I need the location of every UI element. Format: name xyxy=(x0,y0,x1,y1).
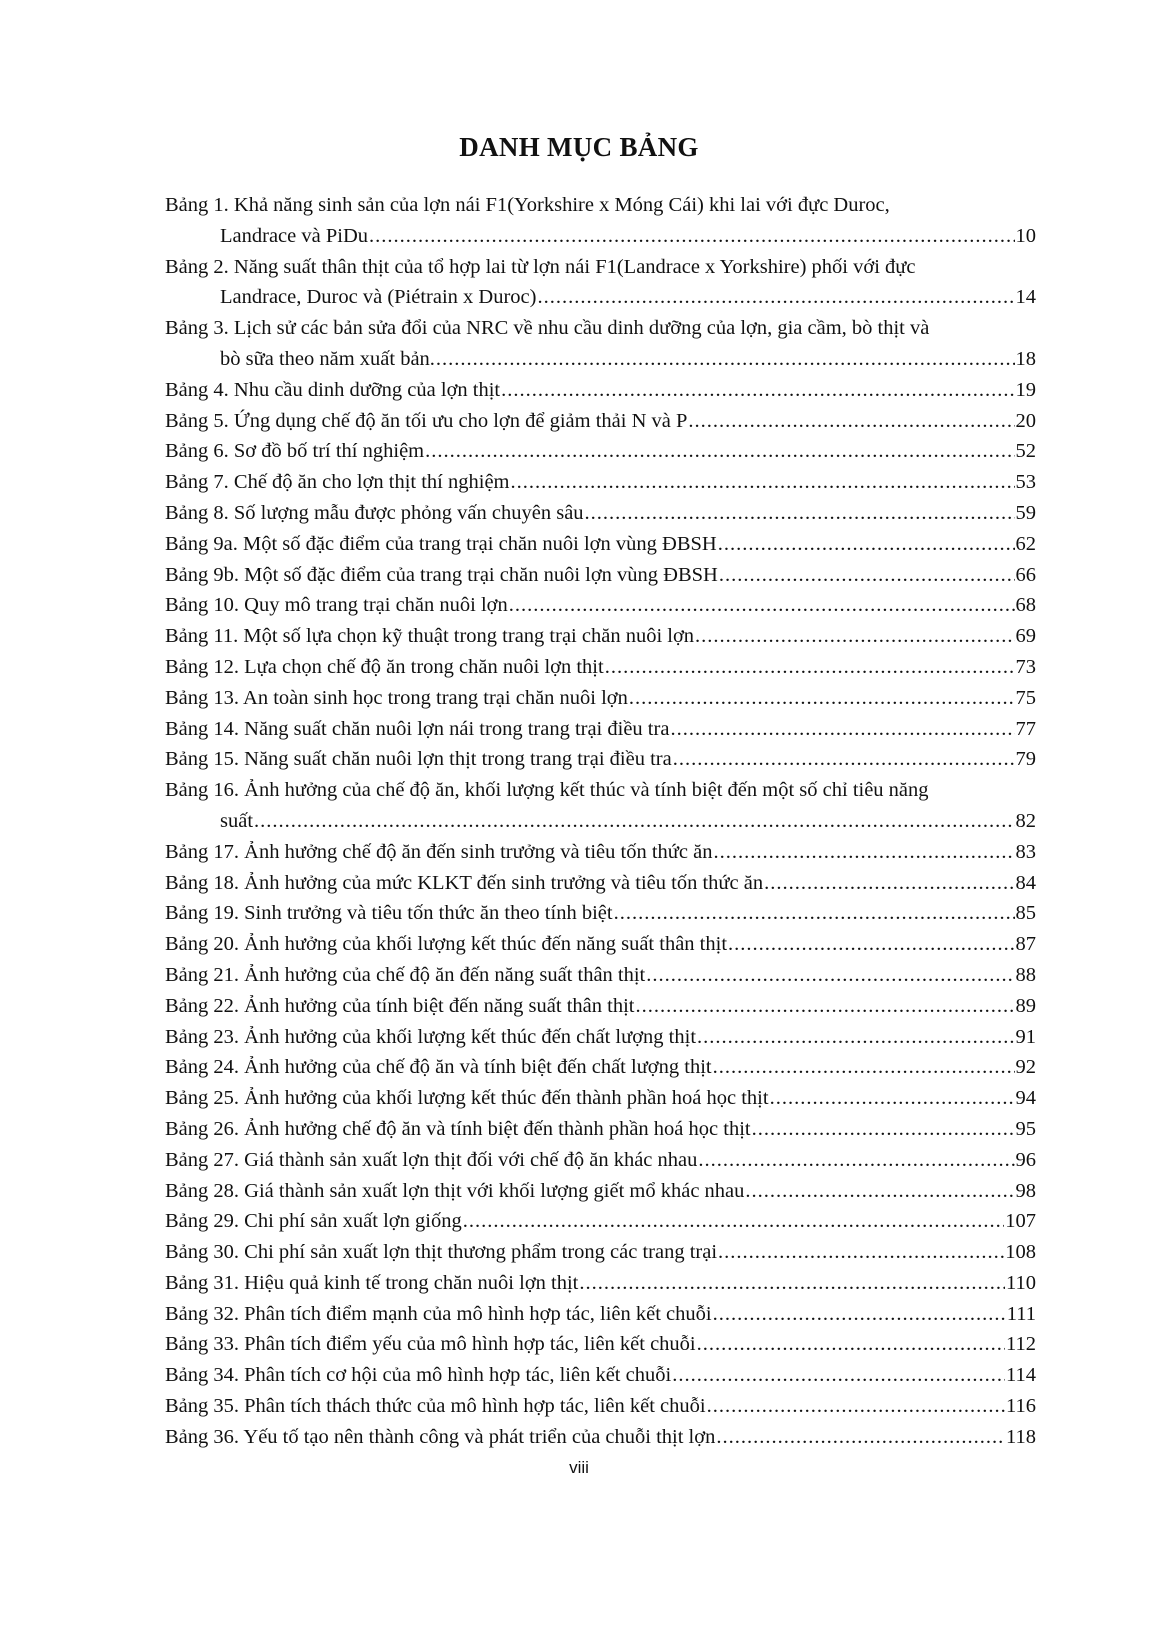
entry-title: Bảng 18. Ảnh hưởng của mức KLKT đến sinh trưởng và tiêu tốn thức ăn xyxy=(165,871,764,894)
dot-leader xyxy=(713,837,1014,868)
entry-page-number: 20 xyxy=(1015,409,1036,432)
entry-title: Bảng 34. Phân tích cơ hội của mô hình hợp tác, liên kết chuỗi xyxy=(165,1364,672,1387)
entry-page-number: 69 xyxy=(1015,625,1036,648)
entry-title: Bảng 33. Phân tích điểm yếu của mô hình hợp tác, liên kết chuỗi xyxy=(165,1333,696,1356)
entry-page-number: 88 xyxy=(1015,963,1036,986)
entry-title: Bảng 9b. Một số đặc điểm của trang trại chăn nuôi lợn vùng ĐBSH xyxy=(165,563,718,586)
dot-leader xyxy=(635,991,1014,1022)
dot-leader xyxy=(718,529,1015,560)
entry-title: Bảng 13. An toàn sinh học trong trang trại chăn nuôi lợn xyxy=(165,686,628,709)
dot-leader xyxy=(707,1391,1005,1422)
dot-leader xyxy=(764,868,1014,899)
toc-entry[interactable] xyxy=(165,1268,1036,1299)
dot-leader xyxy=(436,344,1015,375)
entry-title: Bảng 16. Ảnh hưởng của chế độ ăn, khối lượng kết thúc và tính biệt đến một số chỉ tiêu năng xyxy=(165,779,929,802)
dot-leader xyxy=(716,1422,1005,1453)
dot-leader xyxy=(728,929,1014,960)
toc-entry[interactable] xyxy=(165,498,1036,529)
entry-title: Bảng 12. Lựa chọn chế độ ăn trong chăn nuôi lợn thịt xyxy=(165,655,604,678)
entry-page-number: 112 xyxy=(1006,1333,1036,1356)
entry-page-number: 116 xyxy=(1006,1395,1036,1418)
dot-leader xyxy=(673,744,1015,775)
entry-page-number: 114 xyxy=(1006,1364,1036,1387)
dot-leader xyxy=(579,1268,1005,1299)
page-title: DANH MỤC BẢNG xyxy=(459,132,699,162)
toc-entry[interactable] xyxy=(165,467,1036,498)
dot-leader xyxy=(614,898,1015,929)
dot-leader xyxy=(718,1237,1004,1268)
toc-entry[interactable] xyxy=(165,252,1036,314)
toc-entry[interactable] xyxy=(165,868,1036,899)
entry-page-number: 110 xyxy=(1006,1271,1036,1294)
dot-leader xyxy=(698,1145,1014,1176)
entry-page-number: 96 xyxy=(1015,1148,1036,1171)
entry-title-continued: Landrace, Duroc và (Piétrain x Duroc) xyxy=(220,286,537,309)
entry-page-number: 19 xyxy=(1015,378,1036,401)
table-list xyxy=(165,190,1036,1453)
entry-page-number: 91 xyxy=(1015,1025,1036,1048)
toc-entry[interactable] xyxy=(165,775,1036,837)
entry-title: Bảng 19. Sinh trưởng và tiêu tốn thức ăn theo tính biệt xyxy=(165,902,613,925)
entry-page-number: 94 xyxy=(1015,1087,1036,1110)
entry-title: Bảng 3. Lịch sử các bản sửa đổi của NRC về nhu cầu dinh dưỡng của lợn, gia cầm, bò thịt và xyxy=(165,317,930,340)
dot-leader xyxy=(537,282,1014,313)
dot-leader xyxy=(670,714,1014,745)
entry-title: Bảng 14. Năng suất chăn nuôi lợn nái trong trang trại điều tra xyxy=(165,717,670,740)
toc-entry[interactable] xyxy=(165,1360,1036,1391)
dot-leader xyxy=(629,683,1015,714)
entry-title: Bảng 9a. Một số đặc điểm của trang trại chăn nuôi lợn vùng ĐBSH xyxy=(165,532,717,555)
dot-leader xyxy=(688,406,1014,437)
toc-entry[interactable] xyxy=(165,744,1036,775)
entry-page-number: 85 xyxy=(1015,902,1036,925)
toc-entry[interactable] xyxy=(165,590,1036,621)
dot-leader xyxy=(719,560,1015,591)
toc-entry[interactable] xyxy=(165,991,1036,1022)
entry-title: Bảng 21. Ảnh hưởng của chế độ ăn đến năng suất thân thịt xyxy=(165,963,646,986)
dot-leader xyxy=(745,1176,1014,1207)
entry-title: Bảng 26. Ảnh hưởng chế độ ăn và tính biệt đến thành phần hoá học thịt xyxy=(165,1117,751,1140)
toc-entry[interactable] xyxy=(165,1329,1036,1360)
entry-page-number: 68 xyxy=(1015,594,1036,617)
entry-page-number: 95 xyxy=(1015,1117,1036,1140)
entry-page-number: 53 xyxy=(1015,471,1036,494)
toc-entry[interactable] xyxy=(165,190,1036,252)
toc-entry[interactable] xyxy=(165,375,1036,406)
entry-title-continued: bò sữa theo năm xuất bản. xyxy=(220,347,435,370)
entry-title: Bảng 32. Phân tích điểm mạnh của mô hình hợp tác, liên kết chuỗi xyxy=(165,1302,712,1325)
toc-entry[interactable] xyxy=(165,621,1036,652)
entry-page-number: 111 xyxy=(1006,1302,1036,1325)
entry-page-number: 77 xyxy=(1015,717,1036,740)
dot-leader xyxy=(425,436,1014,467)
entry-title: Bảng 27. Giá thành sản xuất lợn thịt đối với chế độ ăn khác nhau xyxy=(165,1148,698,1171)
entry-title: Bảng 23. Ảnh hưởng của khối lượng kết thúc đến chất lượng thịt xyxy=(165,1025,697,1048)
toc-entry[interactable] xyxy=(165,436,1036,467)
dot-leader xyxy=(646,960,1014,991)
entry-title: Bảng 5. Ứng dụng chế độ ăn tối ưu cho lợn để giảm thải N và P xyxy=(165,409,688,432)
dot-leader xyxy=(254,806,1014,837)
entry-title: Bảng 22. Ảnh hưởng của tính biệt đến năng suất thân thịt xyxy=(165,994,635,1017)
entry-page-number: 10 xyxy=(1015,224,1036,247)
toc-entry[interactable] xyxy=(165,1022,1036,1053)
entry-page-number: 73 xyxy=(1015,655,1036,678)
toc-entry[interactable] xyxy=(165,837,1036,868)
dot-leader xyxy=(509,590,1015,621)
dot-leader xyxy=(697,1022,1014,1053)
page-number: viii xyxy=(569,1458,589,1477)
toc-entry[interactable] xyxy=(165,929,1036,960)
entry-title: Bảng 31. Hiệu quả kinh tế trong chăn nuôi lợn thịt xyxy=(165,1271,579,1294)
entry-page-number: 52 xyxy=(1015,440,1036,463)
entry-title: Bảng 24. Ảnh hưởng của chế độ ăn và tính biệt đến chất lượng thịt xyxy=(165,1056,712,1079)
entry-page-number: 82 xyxy=(1015,809,1036,832)
entry-title: Bảng 20. Ảnh hưởng của khối lượng kết thúc đến năng suất thân thịt xyxy=(165,933,728,956)
toc-entry[interactable] xyxy=(165,1391,1036,1422)
entry-page-number: 75 xyxy=(1015,686,1036,709)
dot-leader xyxy=(585,498,1015,529)
toc-entry[interactable] xyxy=(165,1237,1036,1268)
toc-entry[interactable] xyxy=(165,683,1036,714)
entry-title: Bảng 15. Năng suất chăn nuôi lợn thịt trong trang trại điều tra xyxy=(165,748,672,771)
entry-title: Bảng 10. Quy mô trang trại chăn nuôi lợn xyxy=(165,594,508,617)
entry-title: Bảng 17. Ảnh hưởng chế độ ăn đến sinh trưởng và tiêu tốn thức ăn xyxy=(165,840,713,863)
entry-page-number: 79 xyxy=(1015,748,1036,771)
dot-leader xyxy=(695,621,1014,652)
entry-title-continued: suất xyxy=(220,809,254,832)
toc-entry[interactable] xyxy=(165,1114,1036,1145)
entry-title: Bảng 11. Một số lựa chọn kỹ thuật trong trang trại chăn nuôi lợn xyxy=(165,625,695,648)
toc-entry[interactable] xyxy=(165,1176,1036,1207)
toc-entry[interactable] xyxy=(165,529,1036,560)
entry-page-number: 98 xyxy=(1015,1179,1036,1202)
toc-entry[interactable] xyxy=(165,1145,1036,1176)
entry-title: Bảng 6. Sơ đồ bố trí thí nghiệm xyxy=(165,440,425,463)
dot-leader xyxy=(697,1329,1005,1360)
dot-leader xyxy=(770,1083,1015,1114)
entry-page-number: 118 xyxy=(1006,1425,1036,1448)
toc-entry[interactable] xyxy=(165,898,1036,929)
dot-leader xyxy=(501,375,1014,406)
entry-page-number: 87 xyxy=(1015,933,1036,956)
entry-page-number: 92 xyxy=(1015,1056,1036,1079)
entry-page-number: 108 xyxy=(1005,1241,1036,1264)
toc-entry[interactable] xyxy=(165,313,1036,375)
toc-entry[interactable] xyxy=(165,1083,1036,1114)
toc-entry[interactable] xyxy=(165,652,1036,683)
entry-title: Bảng 30. Chi phí sản xuất lợn thịt thương phẩm trong các trang trại xyxy=(165,1241,718,1264)
entry-title: Bảng 1. Khả năng sinh sản của lợn nái F1(Yorkshire x Móng Cái) khi lai với đực Duroc, xyxy=(165,194,890,216)
dot-leader xyxy=(369,221,1015,252)
toc-entry[interactable] xyxy=(165,1206,1036,1237)
entry-title: Bảng 36. Yếu tố tạo nên thành công và phát triển của chuỗi thịt lợn xyxy=(165,1425,716,1448)
entry-page-number: 62 xyxy=(1015,532,1036,555)
entry-title: Bảng 4. Nhu cầu dinh dưỡng của lợn thịt xyxy=(165,378,501,401)
toc-entry[interactable] xyxy=(165,1052,1036,1083)
dot-leader xyxy=(463,1206,1005,1237)
entry-page-number: 59 xyxy=(1015,501,1036,524)
entry-title: Bảng 29. Chi phí sản xuất lợn giống xyxy=(165,1210,462,1233)
dot-leader xyxy=(672,1360,1005,1391)
entry-page-number: 18 xyxy=(1015,347,1036,370)
toc-entry[interactable] xyxy=(165,960,1036,991)
toc-entry[interactable] xyxy=(165,406,1036,437)
toc-entry[interactable] xyxy=(165,1299,1036,1330)
entry-page-number: 89 xyxy=(1015,994,1036,1017)
entry-title: Bảng 7. Chế độ ăn cho lợn thịt thí nghiệm xyxy=(165,471,510,494)
entry-title: Bảng 2. Năng suất thân thịt của tổ hợp lai từ lợn nái F1(Landrace x Yorkshire) phối với đực xyxy=(165,255,916,278)
entry-title: Bảng 35. Phân tích thách thức của mô hình hợp tác, liên kết chuỗi xyxy=(165,1395,706,1418)
dot-leader xyxy=(752,1114,1015,1145)
entry-title: Bảng 25. Ảnh hưởng của khối lượng kết thúc đến thành phần hoá học thịt xyxy=(165,1087,769,1110)
dot-leader xyxy=(713,1299,1006,1330)
toc-entry[interactable] xyxy=(165,560,1036,591)
entry-page-number: 83 xyxy=(1015,840,1036,863)
entry-title-continued: Landrace và PiDu xyxy=(220,224,368,247)
entry-page-number: 84 xyxy=(1015,871,1036,894)
entry-page-number: 14 xyxy=(1015,286,1036,309)
entry-page-number: 107 xyxy=(1005,1210,1036,1233)
entry-title: Bảng 8. Số lượng mẫu được phỏng vấn chuyên sâu xyxy=(165,501,584,524)
entry-title: Bảng 28. Giá thành sản xuất lợn thịt với khối lượng giết mổ khác nhau xyxy=(165,1179,745,1202)
toc-entry[interactable] xyxy=(165,1422,1036,1453)
entry-page-number: 66 xyxy=(1015,563,1036,586)
dot-leader xyxy=(713,1052,1015,1083)
dot-leader xyxy=(605,652,1015,683)
toc-entry[interactable] xyxy=(165,714,1036,745)
dot-leader xyxy=(511,467,1015,498)
